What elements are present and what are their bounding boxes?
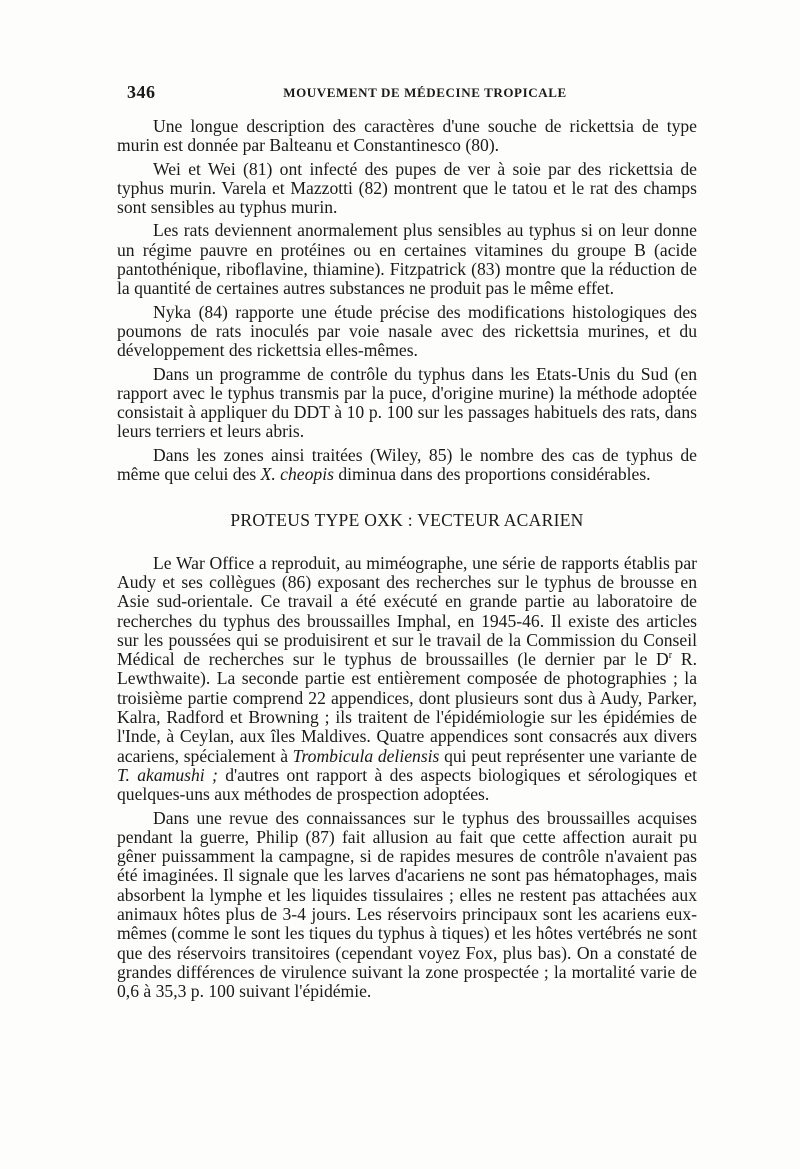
paragraph bbox=[117, 446, 697, 485]
paragraph: Dans un programme de contrôle du typhus dans les Etats-Unis du Sud (en rapport avec le typhus transmis par la puce, d'origine murine) la méthode adoptée consistait à appliquer du DDT à 10 p. 100 sur les passages habituels des rats, dans leurs terriers et leurs abris. bbox=[117, 363, 697, 442]
section-title: PROTEUS TYPE OXK : VECTEUR ACARIEN bbox=[230, 510, 584, 531]
paragraph: Wei et Wei (81) ont infecté des pupes de ver à soie par des rickettsia de typhus murin. Varela et Mazzotti (82) montrent que le tatou et le rat des champs sont sensibles au typhus murin. bbox=[117, 158, 697, 218]
text-run: diminua dans des proportions considérables. bbox=[333, 464, 651, 485]
paragraph: Les rats deviennent anormalement plus sensibles au typhus si on leur donne un régime pauvre en protéines ou en certaines vitamines du groupe B (acide pantothénique, riboflavine, thiamine). Fitzpatrick (83) montre que la réduction de la quantité de certaines autres substances ne produit pas le même effet. bbox=[117, 220, 697, 299]
running-head: MOUVEMENT DE MÉDECINE TROPICALE bbox=[283, 85, 567, 100]
text-run: Dans les zones ainsi traitées (Wiley, 85) le nombre des cas de typhus de même que celui des bbox=[117, 444, 697, 485]
paragraph: Dans une revue des connaissances sur le typhus des broussailles acquises pendant la guerre, Philip (87) fait allusion au fait que cette affection aurait pu gêner puissamment la campagne, si de rapides mesures de contrôle n'avaient pas été imaginées. Il signale que les larves d'acariens ne sont pas hématophages, mais absorbent la lymphe et les liquides tissulaires ; elles ne restent pas attachées aux animaux hôtes plus de 3-4 jours. Les réservoirs principaux sont les acariens eux-mêmes (comme le sont les tiques du typhus à tiques) et les hôtes vertébrés ne sont que des réservoirs transitoires (cependant voyez Fox, plus bas). On a constaté de grandes différences de virulence suivant la zone prospectée ; la mortalité varie de 0,6 à 35,3 p. 100 suivant l'épidémie. bbox=[117, 807, 697, 1002]
text-run: d'autres ont rapport à des aspects biologiques et sérologiques et quelques-uns aux méthodes de prospection adoptées. bbox=[117, 764, 697, 805]
text-run: qui peut représenter une variante de bbox=[439, 745, 697, 766]
paragraph: Une longue description des caractères d'une souche de rickettsia de type murin est donnée par Balteanu et Constantinesco (80). bbox=[117, 116, 697, 156]
species-name: X. cheopis bbox=[260, 464, 334, 485]
species-name: Trombicula deliensis bbox=[292, 745, 440, 766]
species-name: T. akamushi ; bbox=[117, 764, 218, 785]
paragraph: Nyka (84) rapporte une étude précise des modifications histologiques des poumons de rats inoculés par voie nasale avec des rickettsia murines, et du développement des rickettsia elles-mêmes. bbox=[117, 301, 697, 361]
body-text bbox=[117, 117, 697, 1005]
superscript: r bbox=[668, 650, 673, 662]
paragraph bbox=[117, 554, 697, 805]
text-run: Le War Office a reproduit, au miméographe, une série de rapports établis par Audy et ses collègues (86) exposant des recherches sur le typhus de brousse en Asie sud-orientale. Ce travail a été exécuté en grande partie au laboratoire de recherches du typhus des broussailles Imphal, en 1945-46. Il existe des articles sur les poussées qui se produisirent et sur le travail de la Commission du Conseil Médical de recherches sur le typhus de broussailles (le dernier par le D bbox=[117, 552, 697, 670]
page-number: 346 bbox=[127, 82, 156, 102]
text-run: R. Lewthwaite). La seconde partie est entièrement composée de photographies ; la troisième partie comprend 22 appendices, dont plusieurs sont dus à Audy, Parker, Kalra, Radford et Browning ; ils traitent de l'épidémiologie sur les épidémies de l'Inde, à Ceylan, aux îles Maldives. Quatre appendices sont consacrés aux divers acariens, spécialement à bbox=[117, 649, 697, 766]
page-header bbox=[127, 82, 697, 106]
